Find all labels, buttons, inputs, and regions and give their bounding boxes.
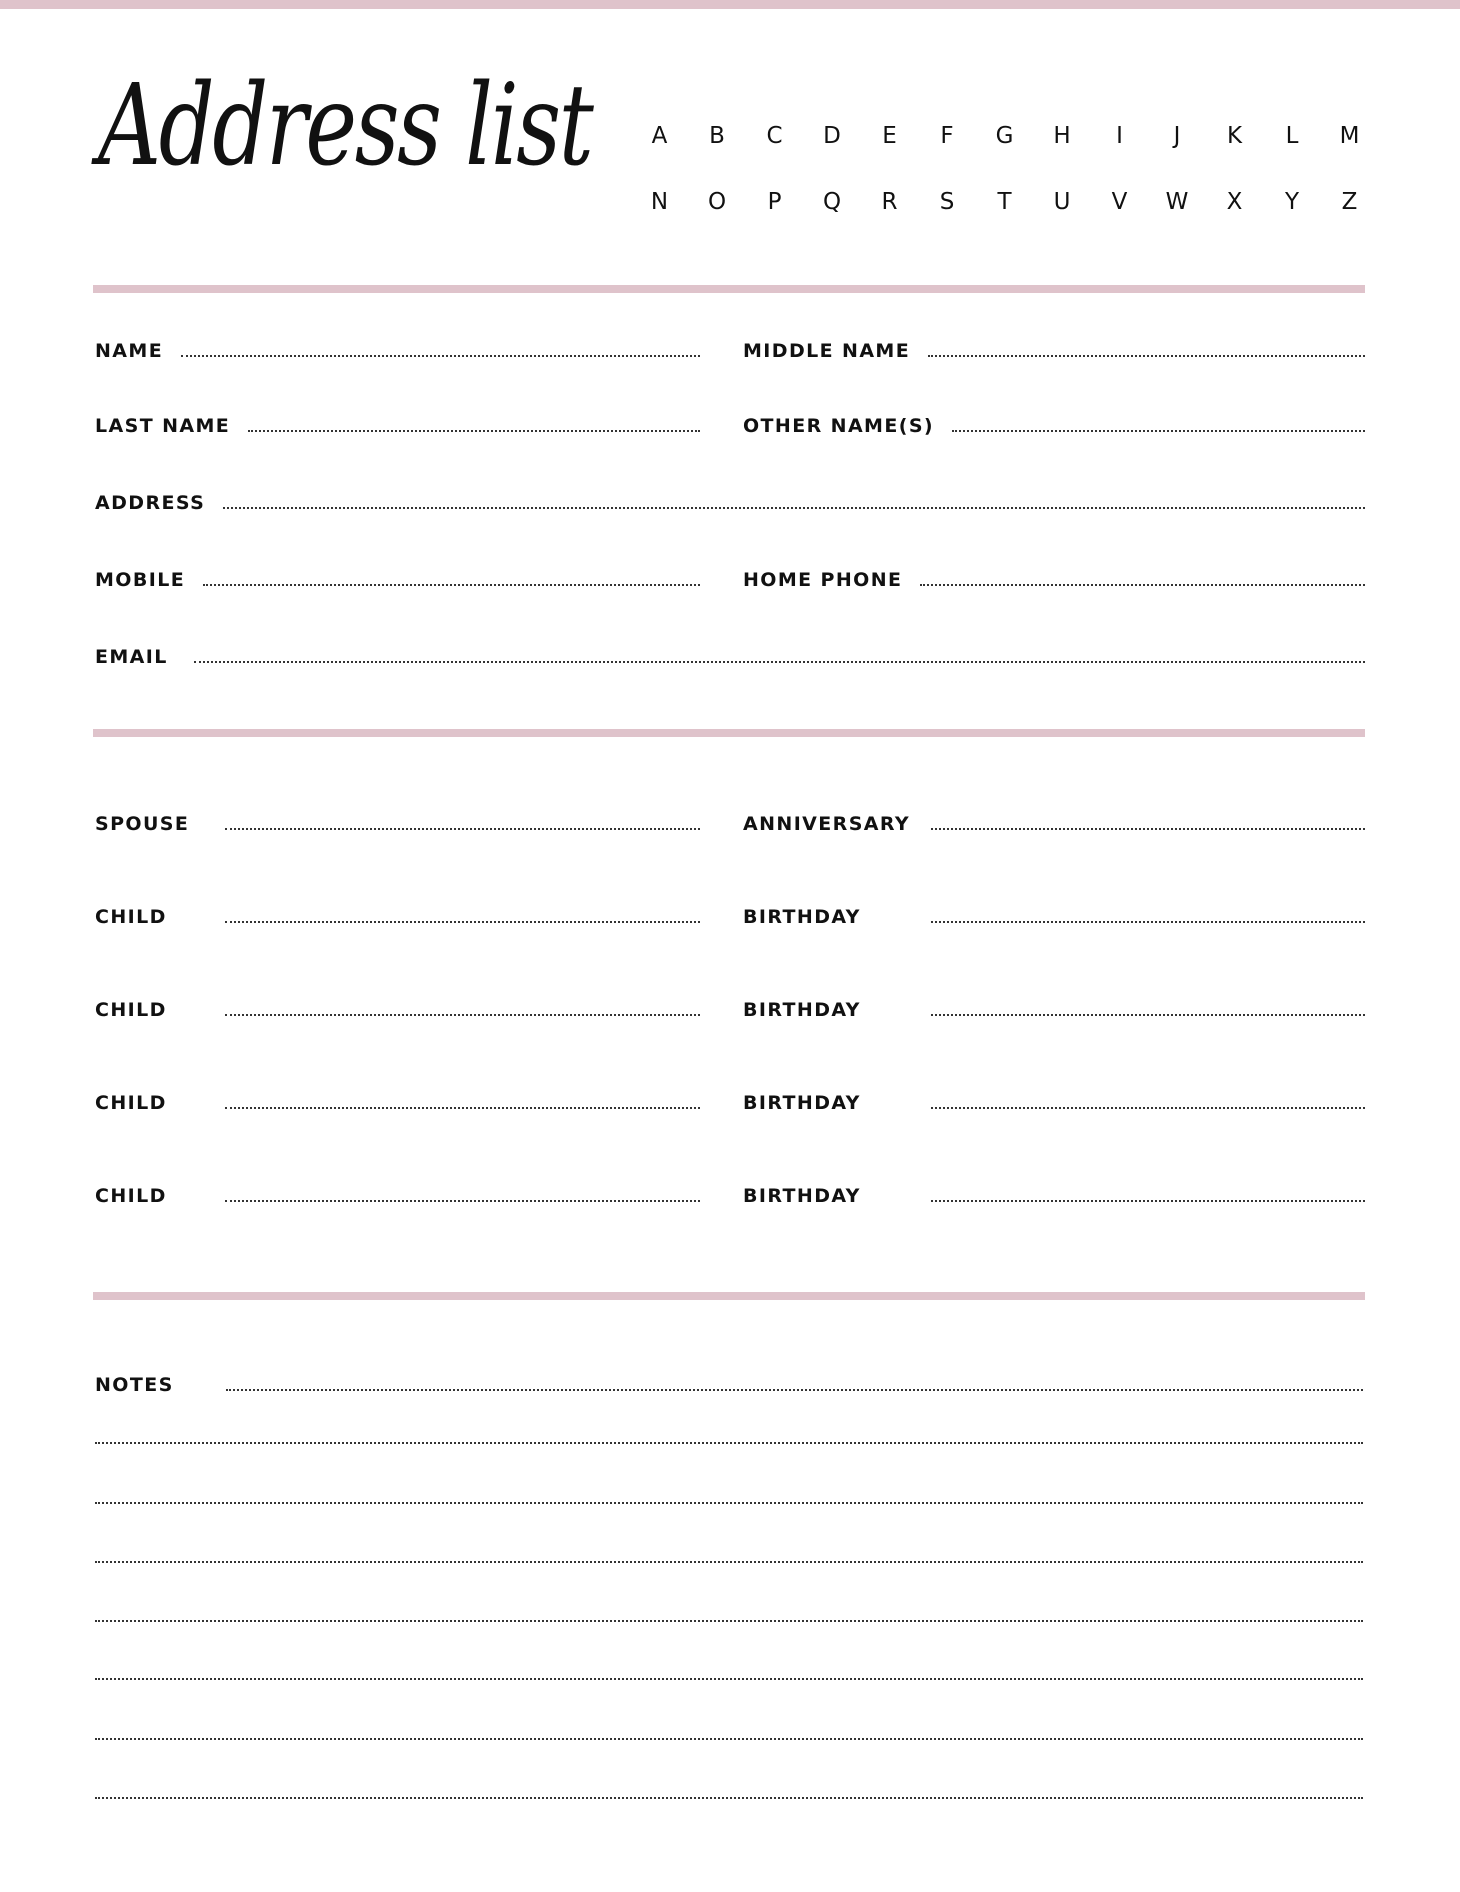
email-input-line[interactable] <box>194 661 1365 663</box>
alpha-tab-h[interactable]: H <box>1053 123 1072 149</box>
alpha-tab-r[interactable]: R <box>881 189 899 215</box>
spouse-label: SPOUSE <box>95 813 190 835</box>
child-label: CHILD <box>95 906 167 928</box>
child-field <box>95 1185 700 1215</box>
address-input-line[interactable] <box>223 507 1365 509</box>
anniversary-input-line[interactable] <box>931 828 1365 830</box>
alpha-tab-y[interactable]: Y <box>1284 189 1301 215</box>
birthday-field <box>743 999 1365 1029</box>
birthday-field <box>743 1185 1365 1215</box>
name-label: NAME <box>95 340 164 362</box>
birthday-label: BIRTHDAY <box>743 999 861 1021</box>
name-input-line[interactable] <box>181 355 700 357</box>
alpha-tab-g[interactable]: G <box>995 123 1015 149</box>
birthday-field <box>743 906 1365 936</box>
birthday-input-line[interactable] <box>931 1200 1365 1202</box>
middle-name-input-line[interactable] <box>928 355 1365 357</box>
alpha-tab-u[interactable]: U <box>1053 189 1072 215</box>
birthday-input-line[interactable] <box>931 1014 1365 1016</box>
child-input-line[interactable] <box>225 1107 700 1109</box>
birthday-label: BIRTHDAY <box>743 906 861 928</box>
alphabet-index-row-2 <box>640 182 1370 222</box>
alpha-tab-s[interactable]: S <box>939 189 956 215</box>
middle-name-label: MIDDLE NAME <box>743 340 911 362</box>
alpha-tab-m[interactable]: M <box>1339 123 1361 149</box>
child-field <box>95 1092 700 1122</box>
alpha-tab-n[interactable]: N <box>650 189 670 215</box>
other-names-input-line[interactable] <box>952 430 1365 432</box>
alpha-tab-o[interactable]: O <box>707 189 728 215</box>
alpha-tab-x[interactable]: X <box>1226 189 1244 215</box>
other-names-label: OTHER NAME(S) <box>743 415 934 437</box>
alpha-tab-i[interactable]: I <box>1116 123 1124 149</box>
notes-line[interactable] <box>95 1620 1363 1622</box>
anniversary-field <box>743 813 1365 843</box>
alpha-tab-l[interactable]: L <box>1285 123 1300 149</box>
spouse-field <box>95 813 700 843</box>
other-names-field <box>743 415 1365 445</box>
notes-line[interactable] <box>95 1561 1363 1563</box>
birthday-input-line[interactable] <box>931 1107 1365 1109</box>
middle-name-field <box>743 340 1365 370</box>
alpha-tab-t[interactable]: T <box>997 189 1013 215</box>
alpha-tab-b[interactable]: B <box>709 123 726 149</box>
child-label: CHILD <box>95 1185 167 1207</box>
section-divider-contact <box>93 285 1365 293</box>
mobile-field <box>95 569 700 599</box>
alpha-tab-q[interactable]: Q <box>822 189 843 215</box>
section-divider-family <box>93 729 1365 737</box>
child-label: CHILD <box>95 999 167 1021</box>
anniversary-label: ANNIVERSARY <box>743 813 911 835</box>
alpha-tab-d[interactable]: D <box>823 123 842 149</box>
home-phone-input-line[interactable] <box>920 584 1365 586</box>
home-phone-field <box>743 569 1365 599</box>
last-name-field <box>95 415 700 445</box>
last-name-label: LAST NAME <box>95 415 231 437</box>
notes-field <box>95 1374 1363 1404</box>
child-input-line[interactable] <box>225 921 700 923</box>
alpha-tab-j[interactable]: J <box>1173 123 1182 149</box>
child-input-line[interactable] <box>225 1014 700 1016</box>
spouse-input-line[interactable] <box>225 828 700 830</box>
email-label: EMAIL <box>95 646 168 668</box>
alpha-tab-k[interactable]: K <box>1226 123 1244 149</box>
alpha-tab-e[interactable]: E <box>882 123 898 149</box>
address-label: ADDRESS <box>95 492 206 514</box>
notes-line[interactable] <box>95 1797 1363 1799</box>
mobile-label: MOBILE <box>95 569 186 591</box>
alpha-tab-f[interactable]: F <box>940 123 955 149</box>
child-field <box>95 906 700 936</box>
alpha-tab-w[interactable]: W <box>1165 189 1190 215</box>
alpha-tab-v[interactable]: V <box>1111 189 1129 215</box>
birthday-label: BIRTHDAY <box>743 1092 861 1114</box>
notes-line[interactable] <box>95 1738 1363 1740</box>
top-accent-bar <box>0 0 1460 9</box>
last-name-input-line[interactable] <box>248 430 700 432</box>
alphabet-index-row-1 <box>640 116 1370 156</box>
alpha-tab-z[interactable]: Z <box>1341 189 1359 215</box>
notes-line[interactable] <box>95 1678 1363 1680</box>
alpha-tab-a[interactable]: A <box>651 123 669 149</box>
birthday-field <box>743 1092 1365 1122</box>
address-field <box>95 492 1365 522</box>
mobile-input-line[interactable] <box>203 584 700 586</box>
notes-line[interactable] <box>95 1502 1363 1504</box>
child-field <box>95 999 700 1029</box>
alpha-tab-c[interactable]: C <box>766 123 784 149</box>
home-phone-label: HOME PHONE <box>743 569 903 591</box>
child-input-line[interactable] <box>225 1200 700 1202</box>
birthday-label: BIRTHDAY <box>743 1185 861 1207</box>
name-field <box>95 340 700 370</box>
section-divider-notes <box>93 1292 1365 1300</box>
birthday-input-line[interactable] <box>931 921 1365 923</box>
child-label: CHILD <box>95 1092 167 1114</box>
alpha-tab-p[interactable]: P <box>767 189 783 215</box>
page-title: Address list <box>98 61 592 191</box>
notes-line[interactable] <box>95 1442 1363 1444</box>
email-field <box>95 646 1365 676</box>
notes-label: NOTES <box>95 1374 174 1396</box>
notes-input-line[interactable] <box>226 1389 1363 1391</box>
